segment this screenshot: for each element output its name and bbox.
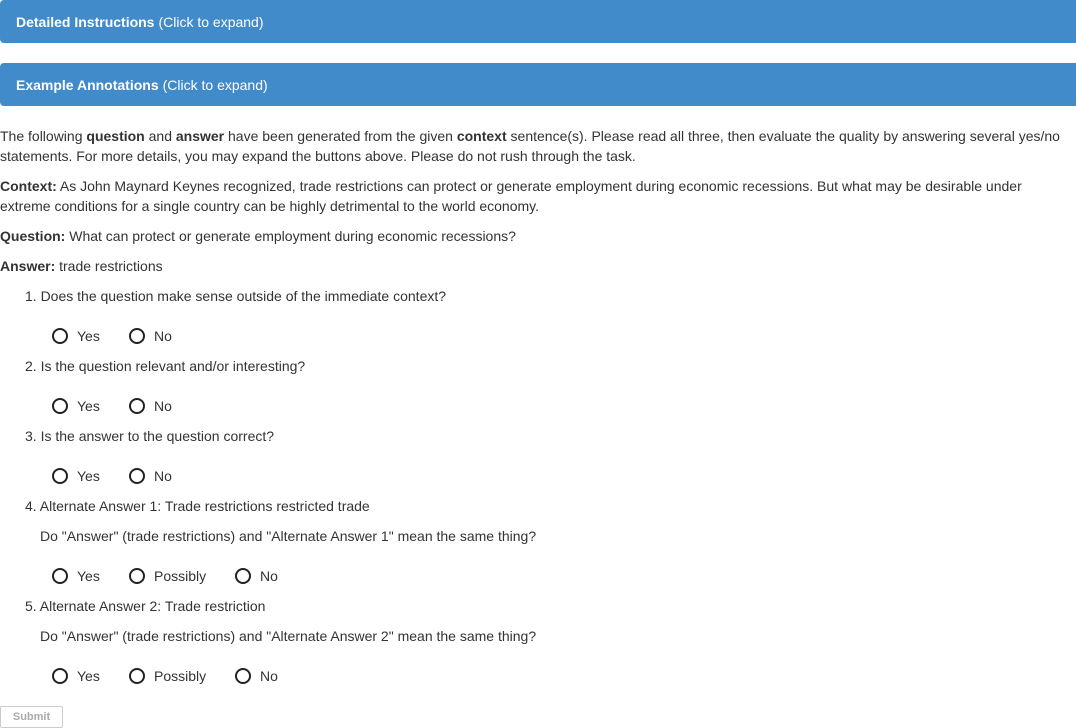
radio-circle-icon[interactable] [129, 668, 145, 684]
intro-text [0, 126, 1076, 166]
radio-circle-icon[interactable] [129, 328, 145, 344]
panel-title: Detailed Instructions [16, 13, 155, 30]
radio-circle-icon[interactable] [129, 568, 145, 584]
intro-part: The following [0, 128, 87, 144]
answer-value: trade restrictions [55, 258, 163, 274]
option-label: Yes [77, 668, 100, 684]
question-item-1: 1. Does the question make sense outside of the immediate context? [25, 288, 447, 304]
radio-circle-icon[interactable] [52, 398, 68, 414]
radio-circle-icon[interactable] [52, 328, 68, 344]
radio-option-possibly[interactable] [129, 566, 206, 586]
radio-option-yes[interactable] [52, 666, 100, 686]
option-label: No [154, 398, 172, 414]
radio-option-no[interactable] [129, 326, 172, 346]
question-text [0, 226, 516, 246]
option-label: No [154, 468, 172, 484]
option-label: Yes [77, 328, 100, 344]
example-annotations-panel[interactable] [0, 63, 1076, 106]
intro-part: and [144, 128, 176, 144]
radio-option-no[interactable] [129, 396, 172, 416]
radio-circle-icon[interactable] [52, 568, 68, 584]
intro-part: sentence(s). Please read all three, then evaluate the quality by answering several yes/no statements. For more details, you may expand the buttons above. Please do not rush through the task. [0, 128, 1060, 164]
question-value: What can protect or generate employment during economic recessions? [65, 228, 516, 244]
answer-label: Answer: [0, 258, 56, 274]
intro-bold: question [86, 128, 145, 144]
radio-option-no[interactable] [235, 566, 278, 586]
option-label: Yes [77, 468, 100, 484]
context-value: As John Maynard Keynes recognized, trade restrictions can protect or generate employment during economic recessions. But what may be desirable under extreme conditions for a single country can be highly detrimental to the world economy. [0, 178, 1022, 214]
detailed-instructions-panel[interactable] [0, 0, 1076, 43]
context-text [0, 176, 1076, 216]
question-label: Question: [0, 228, 66, 244]
panel-hint: (Click to expand) [162, 76, 268, 93]
question-item-2: 2. Is the question relevant and/or interesting? [25, 358, 306, 374]
option-label: Possibly [154, 668, 207, 684]
option-label: Possibly [154, 568, 207, 584]
option-label: No [260, 668, 278, 684]
panel-title: Example Annotations [16, 76, 159, 93]
context-label: Context: [0, 178, 57, 194]
radio-circle-icon[interactable] [52, 668, 68, 684]
radio-option-no[interactable] [129, 466, 172, 486]
radio-circle-icon[interactable] [52, 468, 68, 484]
question-item-4: 4. Alternate Answer 1: Trade restrictions restricted trade [25, 498, 370, 514]
answer-text [0, 256, 163, 276]
option-label: Yes [77, 568, 100, 584]
radio-circle-icon[interactable] [235, 668, 251, 684]
radio-circle-icon[interactable] [235, 568, 251, 584]
intro-part: have been generated from the given [224, 128, 457, 144]
submit-button[interactable]: Submit [0, 706, 63, 728]
radio-option-yes[interactable] [52, 396, 100, 416]
question-item-5-sub: Do "Answer" (trade restrictions) and "Alternate Answer 2" mean the same thing? [40, 628, 537, 644]
radio-option-yes[interactable] [52, 466, 100, 486]
radio-option-yes[interactable] [52, 566, 100, 586]
question-item-4-sub: Do "Answer" (trade restrictions) and "Alternate Answer 1" mean the same thing? [40, 528, 537, 544]
intro-bold: context [456, 128, 507, 144]
question-item-3: 3. Is the answer to the question correct? [25, 428, 275, 444]
option-label: No [154, 328, 172, 344]
option-label: Yes [77, 398, 100, 414]
question-item-5: 5. Alternate Answer 2: Trade restriction [25, 598, 266, 614]
radio-option-no[interactable] [235, 666, 278, 686]
radio-option-yes[interactable] [52, 326, 100, 346]
panel-hint: (Click to expand) [158, 13, 264, 30]
option-label: No [260, 568, 278, 584]
radio-circle-icon[interactable] [129, 468, 145, 484]
intro-bold: answer [175, 128, 225, 144]
radio-option-possibly[interactable] [129, 666, 206, 686]
radio-circle-icon[interactable] [129, 398, 145, 414]
